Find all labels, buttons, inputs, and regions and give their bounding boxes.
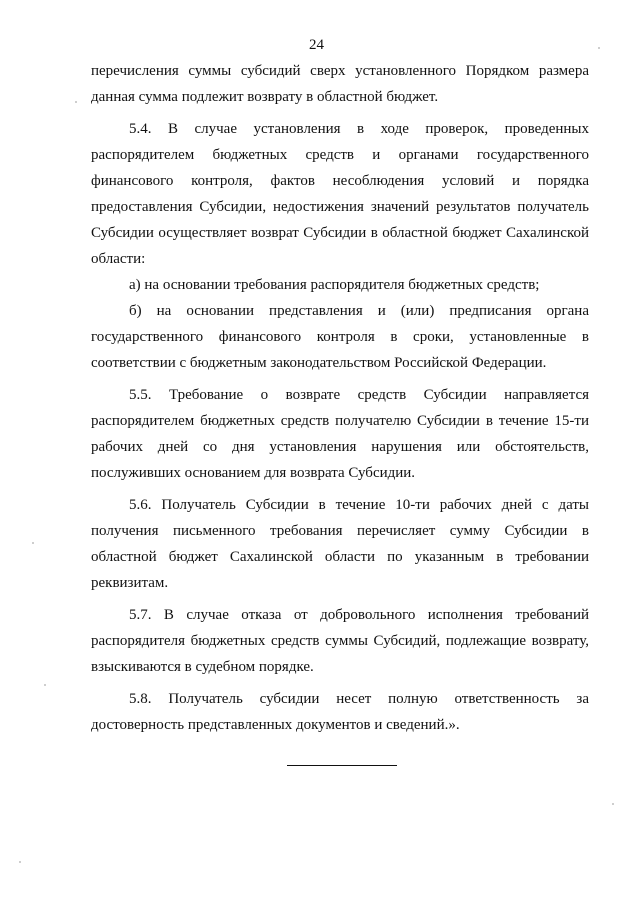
- scan-speck: [612, 803, 614, 805]
- paragraph-5-4-b: б) на основании представления и (или) предписания органа государственного финансового контроля в сроки, установленные в соответствии с бюджетным законодательством Российской Федерации.: [91, 303, 589, 371]
- scan-speck: [598, 47, 600, 49]
- scan-speck: [19, 861, 21, 863]
- paragraph-5-5: 5.5. Требование о возврате средств Субсидии направляется распорядителем бюджетных средств получателю Субсидии в течение 15-ти рабочих дней со дня установления нарушения или обстоятельств, послуживших основанием для возврата Субсидии.: [91, 387, 589, 481]
- paragraph-5-6: 5.6. Получатель Субсидии в течение 10-ти рабочих дней с даты получения письменного требования перечисляет сумму Субсидии в областной бюджет Сахалинской области по указанным в требовании реквизитам.: [91, 497, 589, 591]
- page-number: 24: [309, 37, 324, 53]
- paragraph-5-7: 5.7. В случае отказа от добровольного исполнения требований распорядителя бюджетных средств суммы Субсидий, подлежащие возврату, взыскиваются в судебном порядке.: [91, 607, 589, 675]
- scan-speck: [32, 542, 34, 544]
- paragraph-5-4-a: а) на основании требования распорядителя бюджетных средств;: [129, 277, 540, 293]
- document-body: [91, 58, 589, 738]
- scan-speck: [44, 684, 46, 686]
- paragraph-5-4: 5.4. В случае установления в ходе проверок, проведенных распорядителем бюджетных средств и органами государственного финансового контроля, фактов несоблюдения условий и порядка предоставления Субсидии, недостижения значений результатов получатель Субсидии осуществляет возврат Субсидии в областной бюджет Сахалинской области:: [91, 121, 589, 267]
- paragraph-5-8: 5.8. Получатель субсидии несет полную ответственность за достоверность представленных документов и сведений.».: [91, 691, 589, 733]
- end-divider: [287, 765, 397, 766]
- paragraph-continuation: перечисления суммы субсидий сверх установленного Порядком размера данная сумма подлежит возврату в областной бюджет.: [91, 63, 589, 105]
- scan-speck: [75, 101, 77, 103]
